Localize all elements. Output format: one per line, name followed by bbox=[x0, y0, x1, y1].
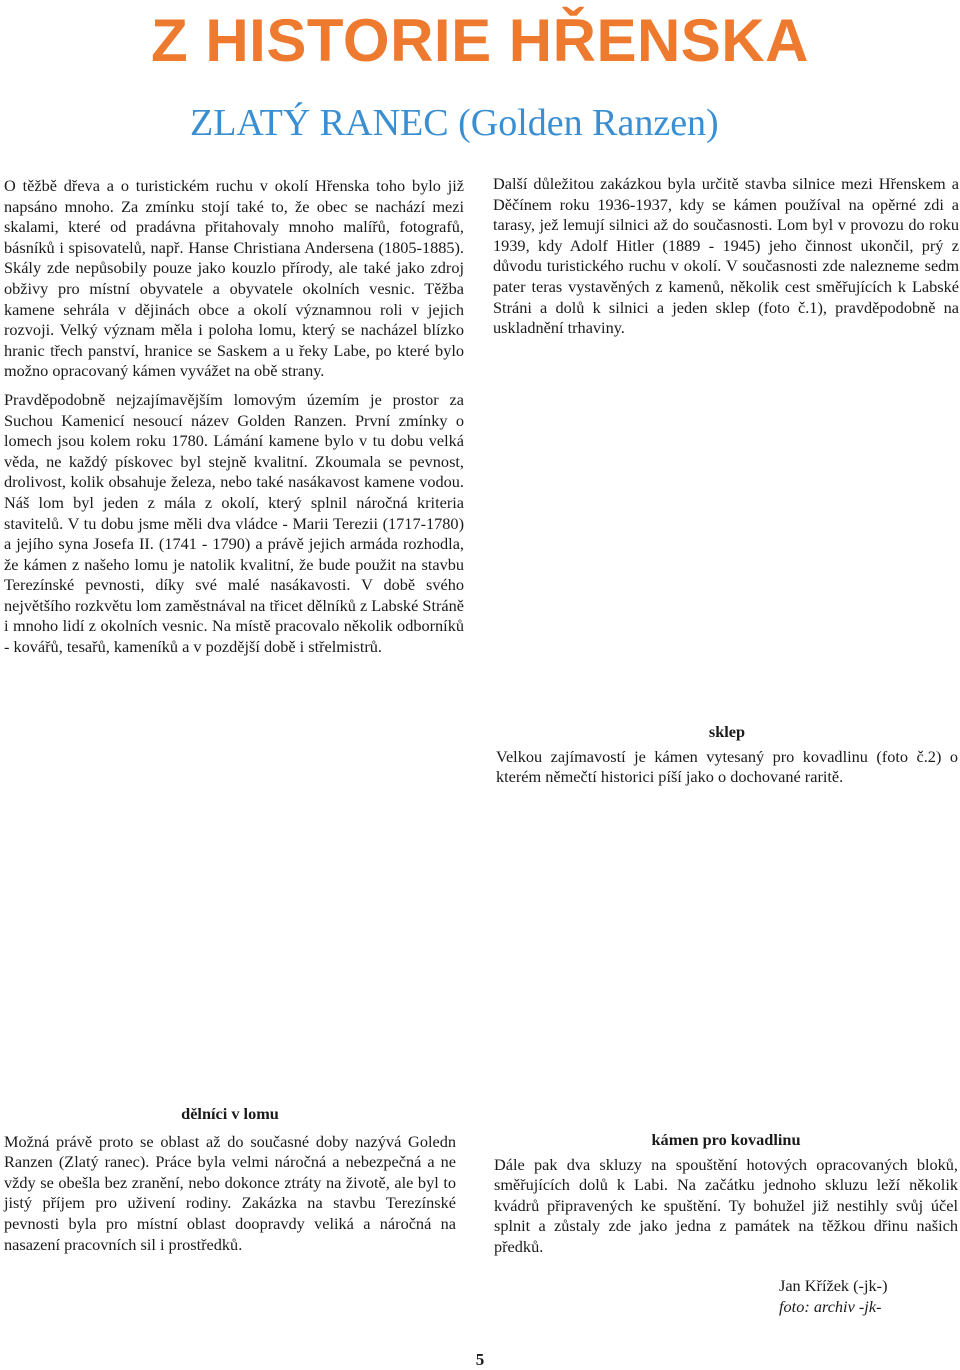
photo-credit: foto: archiv -jk- bbox=[779, 1296, 882, 1316]
article-left-column bbox=[4, 176, 464, 666]
article-subtitle: ZLATÝ RANEC (Golden Ranzen) bbox=[190, 102, 719, 144]
caption-text: Dále pak dva skluzy na spouštění hotových opracovaných bloků, směřujících dolů k Labi. Na začátku jednoho skluzu leží několik kvádrů připravených ke spuštění. Ty bohužel již nestihly svůj účel splnit a zůstaly zde jako jedna z památek na těžkou dřinu našich předků. bbox=[494, 1154, 958, 1256]
caption-text: Možná právě proto se oblast až do současné doby nazývá Goledn Ranzen (Zlatý ranec). Práce byla velmi náročná a nebezpečná a ne vždy se obešla bez zranění, nebo dokonce ztráty na životě, ale byl to jistý příjem pro uživení rodiny. Zakázka na stavbu Terezínské pevnosti byla pro místní oblast doopravdy veliká a náročná na nasazení pracovních sil i prostředků. bbox=[4, 1131, 456, 1254]
article-right-column bbox=[493, 174, 959, 347]
caption-kamen bbox=[494, 1130, 958, 1258]
author-name: Jan Křížek (-jk-) bbox=[779, 1276, 888, 1295]
page-title: Z HISTORIE HŘENSKA bbox=[151, 7, 809, 74]
article-paragraph: Další důležitou zakázkou byla určitě stavba silnice mezi Hřenskem a Děčínem roku 1936-1937, kdy se kámen používal na opěrné zdi a tarasy, jež lemují silnici až do současnosti. Lom byl v provozu do roku 1939, kdy Adolf Hitler (1889 - 1945) jeho činnost ukončil, prý z důvodu turistického ruchu v okolí. V současnosti zde nalezneme sedm pater teras vystavěných z kamenů, několik cest směřujících k Labské Stráni a dolů k silnici a jeden sklep (foto č.1), pravděpodobně na uskladnění trhaviny. bbox=[493, 174, 959, 338]
caption-delnici bbox=[4, 1104, 456, 1255]
article-paragraph: O těžbě dřeva a o turistickém ruchu v okolí Hřenska toho bylo již napsáno mnoho. Za zmínku stojí také to, že obec se nachází mezi skalami, které od pradávna přitahovaly mnoho malířů, fotografů, básníků i spisovatelů, např. Hanse Christiana Andersena (1805-1885). Skály zde nepůsobily pouze jako kouzlo přírody, ale také jako zdroj obživy pro místní obyvatele a obyvatele okolních vesnic. Těžba kamene sehrála v dějinách obce a okolí významnou roli v jejich rozvoji. Velký význam měla i poloha lomu, který se nacházel blízko hranic třech panství, hranice se Saskem a u řeky Labe, po které bylo možno opracovaný kámen vyvážet na obě strany. bbox=[4, 176, 464, 381]
caption-title: dělníci v lomu bbox=[181, 1104, 279, 1123]
caption-text: Velkou zajímavostí je kámen vytesaný pro kovadlinu (foto č.2) o kterém němečtí historici píší jako o dochované raritě. bbox=[496, 746, 958, 787]
author-signature bbox=[779, 1276, 888, 1317]
caption-title: kámen pro kovadlinu bbox=[651, 1130, 801, 1149]
article-paragraph: Pravděpodobně nejzajímavějším lomovým územím je prostor za Suchou Kamenicí nesoucí název Golden Ranzen. První zmínky o lomech jsou kolem roku 1780. Lámání kamene bylo v tu dobu velká věda, ne každý pískovec byl stejně kvalitní. Zkoumala se pevnost, drolivost, kolik obsahuje železa, nebo také nasákavost kamene vodou. Náš lom byl jeden z mála z okolí, který splnil náročná kriteria stavitelů. V tu dobu jsme měli dva vládce - Marii Terezii (1717-1780) a jejího syna Josefa II. (1741 - 1790) a právě jejich armáda rozhodla, že kámen z našeho lomu je natolik kvalitní, že bude použit na stavbu Terezínské pevnosti, díky své malé nasákavosti. V době svého největšího rozkvětu lom zaměstnával na třicet dělníků z Labské Stráně i mnoho lidí z okolních vesnic. Na místě pracovalo několik odborníků - kovářů, tesařů, kameníků a v pozdější době i střelmistrů. bbox=[4, 389, 464, 657]
caption-sklep bbox=[496, 722, 958, 788]
caption-title: sklep bbox=[708, 722, 746, 741]
page-number: 5 bbox=[475, 1350, 485, 1369]
